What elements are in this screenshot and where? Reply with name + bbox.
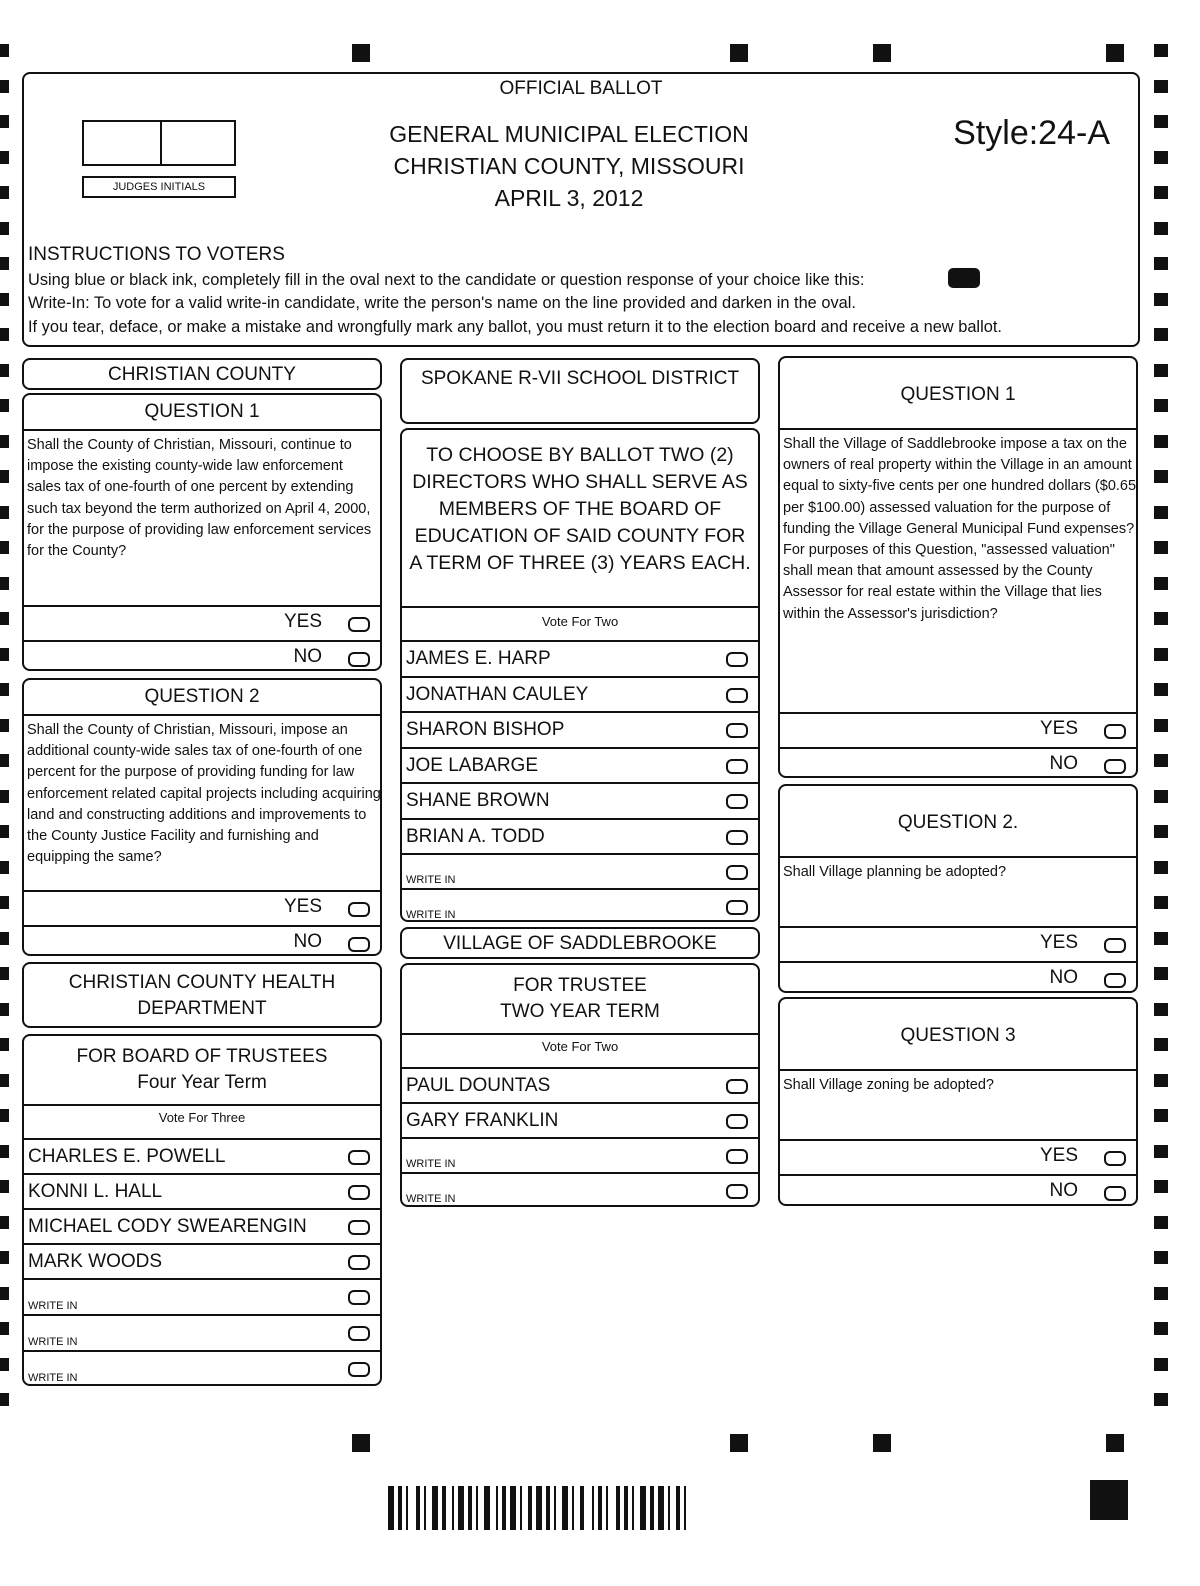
timing-mark: [0, 399, 9, 412]
candidate-oval[interactable]: [726, 652, 748, 667]
yes-label: YES: [1039, 1145, 1078, 1166]
candidate-oval[interactable]: [726, 1149, 748, 1164]
registration-mark: [1106, 1434, 1124, 1452]
timing-mark: [1154, 399, 1168, 412]
candidate-oval[interactable]: [348, 1220, 370, 1235]
yes-row[interactable]: [780, 1139, 1136, 1174]
barcode-bar: [520, 1486, 522, 1530]
barcode-bar: [624, 1486, 628, 1530]
registration-mark: [873, 1434, 891, 1452]
section-title: CHRISTIAN COUNTY: [108, 364, 296, 385]
candidate-name: JONATHAN CAULEY: [406, 683, 589, 705]
write-in-label: WRITE IN: [406, 874, 456, 886]
timing-mark: [0, 683, 9, 696]
barcode-bar: [580, 1486, 584, 1530]
no-row[interactable]: [24, 925, 380, 958]
timing-mark: [0, 364, 9, 377]
timing-mark: [0, 1322, 9, 1335]
barcode-bar: [528, 1486, 532, 1530]
timing-mark: [1154, 1322, 1168, 1335]
contest-line: TO CHOOSE BY BALLOT TWO (2): [426, 444, 734, 466]
timing-mark: [0, 648, 9, 661]
yes-row[interactable]: [780, 712, 1136, 747]
question-text: Shall Village zoning be adopted?: [783, 1077, 994, 1093]
timing-mark: [0, 328, 9, 341]
timing-mark: [0, 44, 9, 57]
candidate-row[interactable]: [402, 640, 758, 676]
barcode-bar: [416, 1486, 420, 1530]
timing-mark: [0, 896, 9, 909]
candidate-row[interactable]: [402, 1067, 758, 1102]
candidate-row[interactable]: [402, 818, 758, 854]
timing-mark: [0, 790, 9, 803]
question-text: Shall the Village of Saddlebrooke impose a tax on the owners of real property within the Village in an amount equal to sixty-five cents per one hundred dollars ($0.65 per $100.00) assessed valuation for the purpose of funding the Village General Municipal Fund expenses? For purposes of this Question, "assessed valuation" shall mean that amount assessed by the County Assessor for real estate within the Village that lies within the Assessor's jurisdiction?: [783, 436, 1137, 622]
contest-title-line-1: FOR TRUSTEE: [513, 975, 647, 996]
registration-mark: [352, 44, 370, 62]
timing-mark: [1154, 1216, 1168, 1229]
yes-label: YES: [1039, 932, 1078, 953]
timing-mark: [0, 861, 9, 874]
no-row[interactable]: [24, 640, 380, 673]
barcode-bar: [650, 1486, 654, 1530]
candidate-oval[interactable]: [726, 1184, 748, 1199]
candidate-row[interactable]: [402, 782, 758, 818]
barcode-bar: [502, 1486, 506, 1530]
question-text: Shall the County of Christian, Missouri, continue to impose the existing county-wide law enforcement sales tax of one-fourth of one percent by extending such tax beyond the term authorized on April 4, 2000, for the purpose of providing law enforcement services for the County?: [27, 437, 372, 560]
write-in-label: WRITE IN: [28, 1372, 78, 1384]
timing-mark: [0, 1393, 9, 1406]
county-question-1: [22, 393, 382, 671]
timing-mark: [1154, 719, 1168, 732]
timing-mark: [0, 1003, 9, 1016]
barcode-bar: [598, 1486, 602, 1530]
election-line-3: APRIL 3, 2012: [494, 185, 644, 211]
timing-mark: [0, 1145, 9, 1158]
village-question-3: [778, 997, 1138, 1206]
timing-mark: [0, 80, 9, 93]
yes-row[interactable]: [780, 926, 1136, 961]
candidate-name: CHARLES E. POWELL: [28, 1146, 226, 1167]
no-label: NO: [1049, 967, 1078, 988]
yes-label: YES: [283, 611, 322, 632]
barcode-bar: [554, 1486, 556, 1530]
timing-mark: [0, 293, 9, 306]
timing-mark: [0, 1180, 9, 1193]
timing-mark: [0, 754, 9, 767]
candidate-row[interactable]: [24, 1173, 380, 1208]
instructions-line-2: Write-In: To vote for a valid write-in candidate, write the person's name on the line provided and darken in the oval.: [28, 294, 856, 312]
contest-title-line-2: TWO YEAR TERM: [500, 1001, 660, 1022]
timing-mark: [1154, 1003, 1168, 1016]
timing-mark: [1154, 1145, 1168, 1158]
barcode-bar: [684, 1486, 686, 1530]
no-label: NO: [1049, 753, 1078, 774]
yes-row[interactable]: [24, 890, 380, 925]
no-row[interactable]: [780, 747, 1136, 780]
instructions-line-3: If you tear, deface, or make a mistake and wrongfully mark any ballot, you must return it to the election board and receive a new ballot.: [28, 318, 1002, 336]
barcode-bar: [572, 1486, 574, 1530]
barcode-bar: [676, 1486, 680, 1530]
yes-label: YES: [283, 896, 322, 917]
contest-title-line-1: FOR BOARD OF TRUSTEES: [76, 1046, 328, 1067]
write-in-row[interactable]: [402, 853, 758, 888]
timing-mark: [1154, 80, 1168, 93]
timing-mark: [1154, 222, 1168, 235]
timing-mark: [0, 470, 9, 483]
village-header: [400, 927, 760, 959]
timing-mark: [0, 1287, 9, 1300]
barcode-bar: [592, 1486, 594, 1530]
timing-mark: [1154, 1251, 1168, 1264]
timing-mark: [1154, 44, 1168, 57]
barcode-bar: [640, 1486, 646, 1530]
question-title: QUESTION 1: [144, 401, 260, 422]
timing-mark: [0, 1038, 9, 1051]
candidate-oval[interactable]: [726, 830, 748, 845]
candidate-row[interactable]: [402, 711, 758, 747]
board-of-trustees-contest: [22, 1034, 382, 1386]
timing-mark: [0, 435, 9, 448]
election-title: [354, 118, 784, 214]
barcode-bar: [452, 1486, 454, 1530]
county-question-2: [22, 678, 382, 956]
registration-mark: [730, 1434, 748, 1452]
timing-mark: [0, 967, 9, 980]
timing-mark: [0, 719, 9, 732]
trustee-contest: [400, 963, 760, 1207]
timing-mark: [1154, 754, 1168, 767]
timing-mark: [1154, 825, 1168, 838]
registration-mark: [730, 44, 748, 62]
write-in-label: WRITE IN: [28, 1300, 78, 1312]
corner-block: [1090, 1480, 1128, 1520]
timing-mark: [1154, 151, 1168, 164]
no-oval[interactable]: [348, 652, 370, 667]
candidate-oval[interactable]: [726, 900, 748, 915]
candidate-row[interactable]: [402, 676, 758, 712]
registration-mark: [352, 1434, 370, 1452]
ballot-style: Style:24-A: [953, 114, 1110, 152]
timing-mark: [0, 1074, 9, 1087]
timing-mark: [1154, 328, 1168, 341]
candidate-name: JAMES E. HARP: [406, 648, 551, 669]
candidate-oval[interactable]: [348, 1290, 370, 1305]
timing-mark: [0, 1216, 9, 1229]
timing-mark: [1154, 470, 1168, 483]
vote-for-label: Vote For Three: [158, 1110, 246, 1125]
section-title: VILLAGE OF SADDLEBROOKE: [443, 933, 717, 954]
candidate-oval[interactable]: [726, 865, 748, 880]
barcode-bar: [406, 1486, 408, 1530]
health-department-header: [22, 962, 382, 1028]
candidate-row[interactable]: [24, 1243, 380, 1278]
judges-initials-boxes: [82, 120, 236, 166]
write-in-row[interactable]: [24, 1278, 380, 1314]
timing-mark: [0, 1358, 9, 1371]
contest-line: DIRECTORS WHO SHALL SERVE AS: [412, 471, 748, 493]
timing-mark: [0, 151, 9, 164]
timing-mark: [0, 257, 9, 270]
timing-mark: [1154, 186, 1168, 199]
contest-line: EDUCATION OF SAID COUNTY FOR: [414, 525, 746, 547]
barcode: [388, 1486, 808, 1530]
barcode-bar: [496, 1486, 498, 1530]
candidate-name: SHANE BROWN: [406, 790, 550, 811]
timing-mark: [1154, 1358, 1168, 1371]
timing-mark: [0, 1109, 9, 1122]
candidate-oval[interactable]: [726, 759, 748, 774]
timing-mark: [1154, 506, 1168, 519]
write-in-label: WRITE IN: [28, 1336, 78, 1348]
question-title: QUESTION 2.: [897, 812, 1019, 833]
candidate-oval[interactable]: [726, 723, 748, 738]
no-row[interactable]: [780, 961, 1136, 995]
timing-mark: [1154, 683, 1168, 696]
no-oval[interactable]: [1104, 973, 1126, 988]
instructions-title: INSTRUCTIONS TO VOTERS: [28, 244, 285, 265]
question-text: Shall the County of Christian, Missouri, impose an additional county-wide sales tax of one-fourth of one percent for the purpose of providing funding for law enforcement related capital projects including acquiring land and constructing additions and improvements to the County Justice Facility and furnishing and equipping the same?: [27, 722, 381, 866]
filled-oval-example: [948, 268, 980, 288]
timing-mark: [1154, 967, 1168, 980]
candidate-oval[interactable]: [348, 1150, 370, 1165]
timing-mark: [1154, 932, 1168, 945]
barcode-bar: [468, 1486, 472, 1530]
candidate-name: SHARON BISHOP: [406, 719, 565, 740]
barcode-bar: [510, 1486, 516, 1530]
question-title: QUESTION 2: [144, 686, 260, 707]
write-in-label: WRITE IN: [406, 1158, 456, 1170]
barcode-bar: [388, 1486, 394, 1530]
timing-mark: [1154, 541, 1168, 554]
village-question-2: [778, 784, 1138, 993]
candidate-row[interactable]: [24, 1138, 380, 1173]
timing-mark: [1154, 1038, 1168, 1051]
yes-row[interactable]: [24, 605, 380, 640]
timing-mark: [1154, 612, 1168, 625]
village-question-1: [778, 356, 1138, 778]
timing-mark: [1154, 896, 1168, 909]
timing-mark: [1154, 257, 1168, 270]
school-district-header: [400, 358, 760, 424]
candidate-name: BRIAN A. TODD: [406, 825, 545, 847]
barcode-bar: [442, 1486, 446, 1530]
candidate-oval[interactable]: [726, 688, 748, 703]
timing-mark: [1154, 790, 1168, 803]
yes-label: YES: [1039, 718, 1078, 739]
candidate-oval[interactable]: [348, 1362, 370, 1377]
question-text: Shall Village planning be adopted?: [783, 864, 1007, 880]
barcode-bar: [536, 1486, 542, 1530]
question-title: QUESTION 3: [900, 1025, 1016, 1046]
yes-oval[interactable]: [1104, 724, 1126, 739]
write-in-row[interactable]: [402, 888, 758, 923]
candidate-name: PAUL DOUNTAS: [406, 1075, 551, 1096]
no-label: NO: [1049, 1180, 1078, 1201]
timing-mark: [1154, 1393, 1168, 1406]
yes-oval[interactable]: [348, 617, 370, 632]
timing-mark: [1154, 1109, 1168, 1122]
section-title-line-2: DEPARTMENT: [137, 998, 267, 1019]
question-title: QUESTION 1: [900, 384, 1016, 405]
timing-mark: [1154, 648, 1168, 661]
contest-line: A TERM OF THREE (3) YEARS EACH.: [409, 552, 751, 574]
ballot-header: [22, 72, 1140, 347]
barcode-bar: [424, 1486, 426, 1530]
write-in-label: WRITE IN: [406, 1193, 456, 1205]
candidate-oval[interactable]: [726, 1079, 748, 1094]
section-title: SPOKANE R-VII SCHOOL DISTRICT: [420, 368, 740, 389]
no-oval[interactable]: [1104, 759, 1126, 774]
contest-line: MEMBERS OF THE BOARD OF: [438, 498, 722, 520]
timing-mark: [0, 577, 9, 590]
instructions-line-1: Using blue or black ink, completely fill in the oval next to the candidate or question response of your choice like this:: [28, 271, 865, 289]
barcode-bar: [484, 1486, 490, 1530]
timing-mark: [0, 541, 9, 554]
contest-description: [402, 442, 758, 577]
timing-mark: [0, 222, 9, 235]
section-title-line-1: CHRISTIAN COUNTY HEALTH: [68, 972, 336, 993]
write-in-row[interactable]: [402, 1137, 758, 1172]
candidate-oval[interactable]: [348, 1326, 370, 1341]
barcode-bar: [606, 1486, 608, 1530]
yes-oval[interactable]: [1104, 938, 1126, 953]
no-oval[interactable]: [348, 937, 370, 952]
timing-mark: [0, 506, 9, 519]
timing-mark: [0, 115, 9, 128]
candidate-oval[interactable]: [348, 1255, 370, 1270]
barcode-bar: [458, 1486, 464, 1530]
write-in-row[interactable]: [24, 1314, 380, 1350]
candidate-name: JOE LABARGE: [406, 754, 538, 776]
write-in-label: WRITE IN: [406, 909, 456, 921]
timing-mark: [0, 186, 9, 199]
no-oval[interactable]: [1104, 1186, 1126, 1201]
candidate-name: MICHAEL CODY SWEARENGIN: [28, 1216, 307, 1237]
timing-mark: [0, 825, 9, 838]
contest-title-line-2: Four Year Term: [137, 1072, 267, 1093]
timing-mark: [1154, 115, 1168, 128]
write-in-row[interactable]: [24, 1350, 380, 1386]
candidate-name: KONNI L. HALL: [28, 1181, 163, 1202]
barcode-bar: [546, 1486, 550, 1530]
no-row[interactable]: [780, 1174, 1136, 1208]
candidate-oval[interactable]: [726, 794, 748, 809]
no-label: NO: [293, 646, 322, 667]
election-line-2: CHRISTIAN COUNTY, MISSOURI: [393, 153, 745, 179]
candidate-oval[interactable]: [348, 1185, 370, 1200]
no-label: NO: [293, 931, 322, 952]
yes-oval[interactable]: [1104, 1151, 1126, 1166]
barcode-bar: [562, 1486, 568, 1530]
candidate-row[interactable]: [402, 747, 758, 783]
vote-for-label: Vote For Two: [541, 1039, 619, 1054]
barcode-bar: [616, 1486, 620, 1530]
candidate-row[interactable]: [24, 1208, 380, 1243]
timing-mark: [1154, 861, 1168, 874]
timing-mark: [1154, 364, 1168, 377]
barcode-bar: [476, 1486, 478, 1530]
candidate-name: GARY FRANKLIN: [406, 1110, 559, 1131]
timing-mark: [0, 932, 9, 945]
candidate-row[interactable]: [402, 1102, 758, 1137]
registration-mark: [1106, 44, 1124, 62]
judges-initials-label: JUDGES INITIALS: [82, 176, 236, 198]
election-line-1: GENERAL MUNICIPAL ELECTION: [389, 121, 749, 147]
timing-mark: [1154, 1074, 1168, 1087]
school-board-contest: [400, 428, 760, 922]
barcode-bar: [658, 1486, 664, 1530]
timing-mark: [1154, 293, 1168, 306]
timing-mark: [1154, 1287, 1168, 1300]
timing-mark: [1154, 1180, 1168, 1193]
timing-mark: [0, 1251, 9, 1264]
registration-mark: [873, 44, 891, 62]
barcode-bar: [432, 1486, 438, 1530]
candidate-name: MARK WOODS: [28, 1251, 163, 1272]
timing-mark: [1154, 577, 1168, 590]
christian-county-header: [22, 358, 382, 390]
timing-mark: [1154, 435, 1168, 448]
write-in-row[interactable]: [402, 1172, 758, 1207]
yes-oval[interactable]: [348, 902, 370, 917]
barcode-bar: [632, 1486, 634, 1530]
candidate-oval[interactable]: [726, 1114, 748, 1129]
barcode-bar: [668, 1486, 670, 1530]
barcode-bar: [398, 1486, 402, 1530]
timing-mark: [0, 612, 9, 625]
vote-for-label: Vote For Two: [541, 614, 619, 629]
official-ballot-title: OFFICIAL BALLOT: [499, 78, 663, 99]
